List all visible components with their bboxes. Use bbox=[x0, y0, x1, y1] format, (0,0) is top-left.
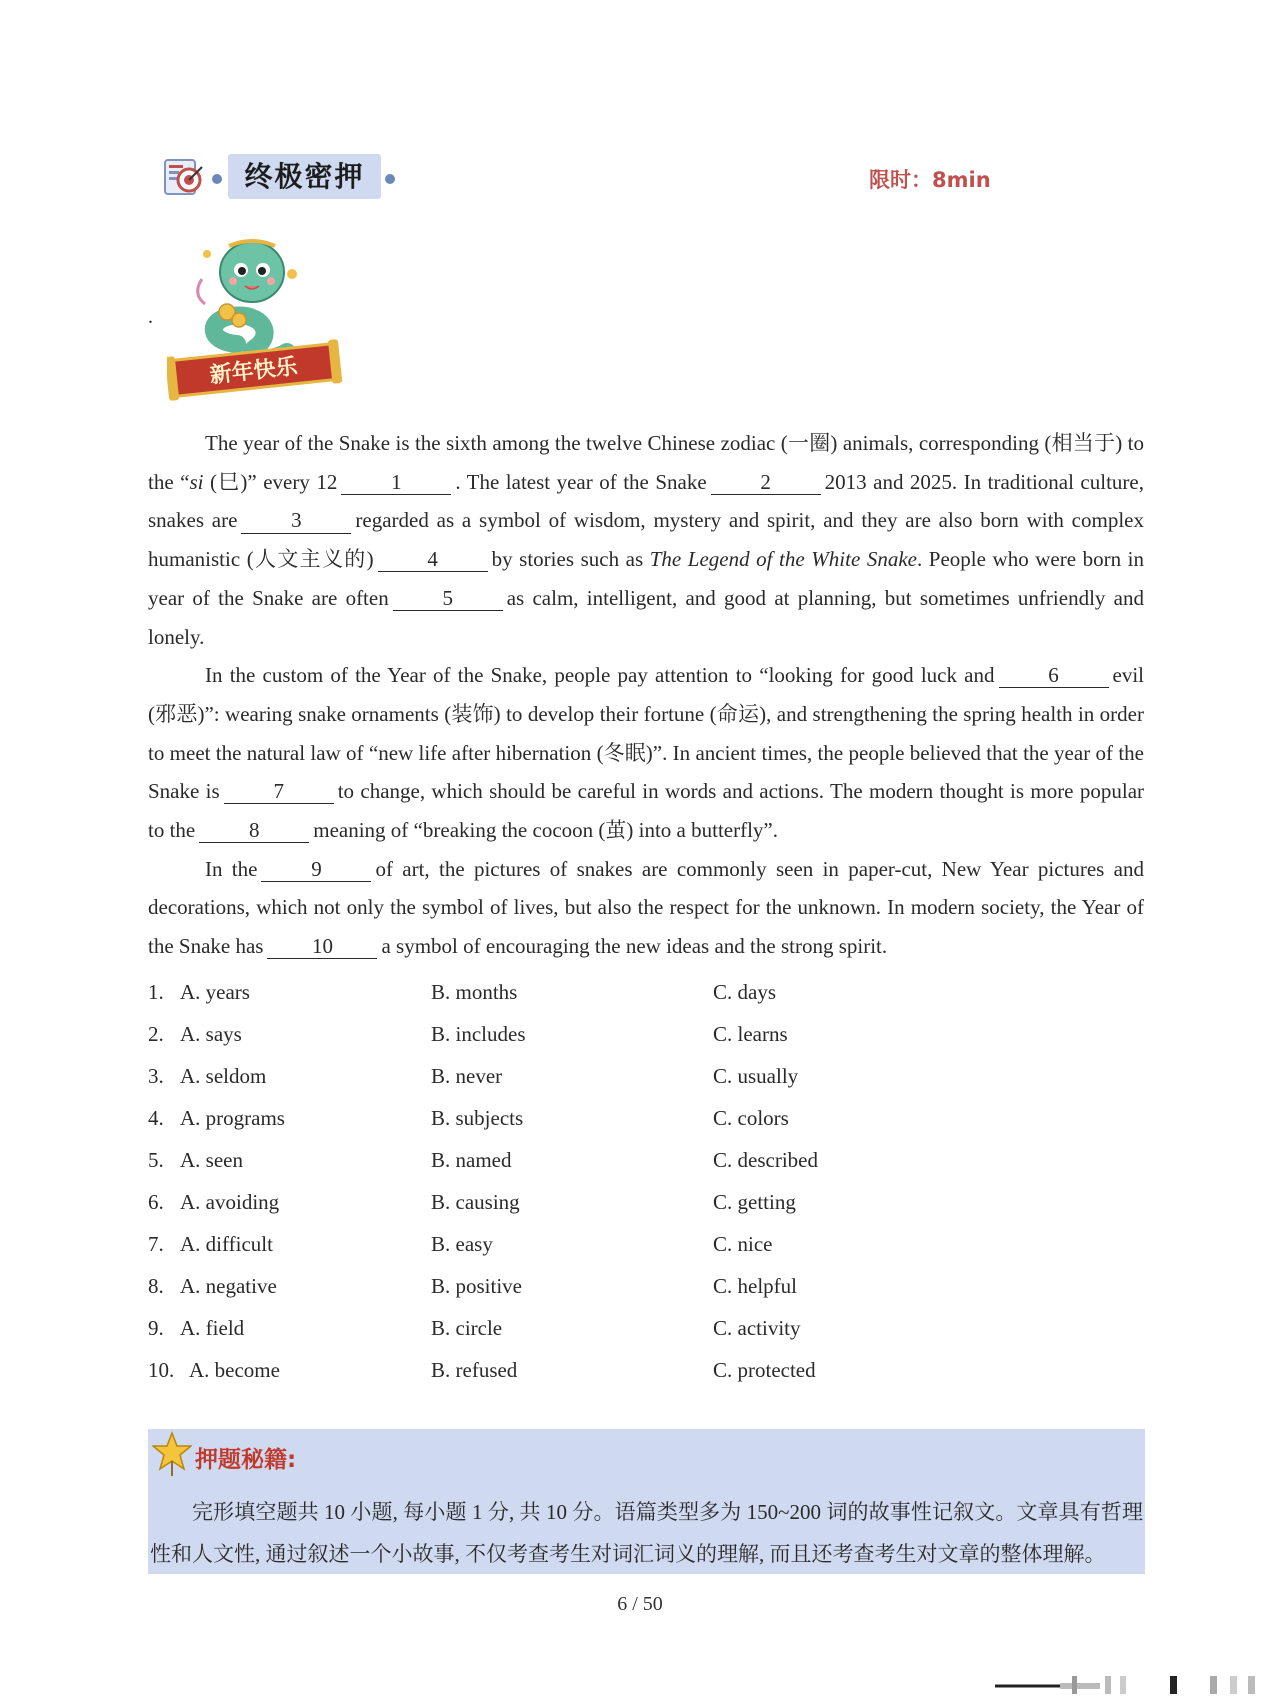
paragraph-3: In the 9 of art, the pictures of snakes are commonly seen in paper-cut, New Year pictures and decorations, which not only the symbol of lives, but also the respect for the unknown. In modern society, the Year of the Snake has 10 a symbol of encouraging the new ideas and the strong spirit. bbox=[148, 856, 1144, 959]
header-dot bbox=[212, 174, 222, 184]
scan-mark bbox=[990, 1674, 1265, 1696]
option-b: B. circle bbox=[431, 1316, 503, 1340]
cloze-passage bbox=[148, 424, 1144, 966]
question-number: 9. bbox=[148, 1316, 164, 1340]
blank-4: 4 bbox=[378, 548, 488, 572]
option-c: C. activity bbox=[713, 1316, 801, 1340]
option-b: B. causing bbox=[431, 1190, 520, 1214]
star-icon bbox=[152, 1431, 192, 1477]
blank-2: 2 bbox=[711, 471, 821, 495]
question-number: 2. bbox=[148, 1022, 164, 1046]
question-number: 10. bbox=[148, 1358, 175, 1382]
option-c: C. protected bbox=[713, 1358, 816, 1382]
blank-6: 6 bbox=[999, 664, 1109, 688]
section-banner-title: 终极密押 bbox=[228, 154, 381, 199]
option-a: A. seen bbox=[180, 1148, 243, 1172]
option-a: A. says bbox=[180, 1022, 242, 1046]
new-year-banner-text: 新年快乐 bbox=[208, 354, 299, 389]
snake-mascot bbox=[167, 224, 342, 404]
blank-9: 9 bbox=[261, 858, 371, 882]
option-c: C. nice bbox=[713, 1232, 773, 1256]
paragraph-2: In the custom of the Year of the Snake, people pay attention to “looking for good luck and 6 evil (邪恶)”: wearing snake ornaments (装饰) to develop their fortune (命运), and strengthening the spring health in order to meet the natural law of “new life after hibernation (冬眠)”. In ancient times, the people believed that the year of the Snake is 7 to change, which should be careful in words and actions. The modern thought is more popular to the 8 meaning of “breaking the cocoon (茧) into a butterfly”. bbox=[148, 663, 1145, 843]
tips-title: 押题秘籍: bbox=[195, 1447, 297, 1473]
option-c: C. learns bbox=[713, 1022, 788, 1046]
option-a: A. years bbox=[180, 980, 250, 1004]
option-b: B. subjects bbox=[431, 1106, 524, 1130]
option-b: B. easy bbox=[431, 1232, 493, 1256]
option-b: B. never bbox=[431, 1064, 503, 1088]
question-number: 7. bbox=[148, 1232, 164, 1256]
question-number: 3. bbox=[148, 1064, 164, 1088]
question-number: 8. bbox=[148, 1274, 164, 1298]
option-c: C. colors bbox=[713, 1106, 789, 1130]
option-a: A. avoiding bbox=[180, 1190, 280, 1214]
target-icon bbox=[163, 156, 205, 198]
time-limit: 限时：8min bbox=[869, 168, 991, 192]
option-a: A. become bbox=[189, 1358, 280, 1382]
blank-10: 10 bbox=[267, 935, 377, 959]
book-title: The Legend of the White Snake bbox=[649, 547, 917, 572]
question-number: 5. bbox=[148, 1148, 164, 1172]
question-number: 1. bbox=[148, 980, 164, 1004]
tips-text: 完形填空题共 10 小题, 每小题 1 分, 共 10 分。语篇类型多为 150~200 词的故事性记叙文。文章具有哲理性和人文性, 通过叙述一个小故事, 不仅考查考生对词汇词义的理解, 而且还考查考生对文章的整体理解。 bbox=[150, 1500, 1143, 1566]
option-c: C. helpful bbox=[713, 1274, 797, 1298]
option-a: A. programs bbox=[180, 1106, 285, 1130]
option-a: A. seldom bbox=[180, 1064, 267, 1088]
blank-7: 7 bbox=[224, 780, 334, 804]
option-b: B. refused bbox=[431, 1358, 518, 1382]
header-dot bbox=[385, 174, 395, 184]
option-c: C. days bbox=[713, 980, 776, 1004]
option-b: B. named bbox=[431, 1148, 512, 1172]
blank-8: 8 bbox=[199, 819, 309, 843]
option-b: B. months bbox=[431, 980, 518, 1004]
option-b: B. positive bbox=[431, 1274, 523, 1298]
option-c: C. usually bbox=[713, 1064, 799, 1088]
option-a: A. negative bbox=[180, 1274, 277, 1298]
page-number: 6 / 50 bbox=[617, 1593, 663, 1615]
stray-mark: . bbox=[148, 306, 153, 328]
option-b: B. includes bbox=[431, 1022, 526, 1046]
option-a: A. field bbox=[180, 1316, 245, 1340]
question-number: 4. bbox=[148, 1106, 164, 1130]
blank-3: 3 bbox=[241, 509, 351, 533]
option-a: A. difficult bbox=[180, 1232, 273, 1256]
paragraph-1: The year of the Snake is the sixth among the twelve Chinese zodiac (一圈) animals, corresponding (相当于) to the “si (巳)” every 12 1 . The latest year of the Snake 2 2013 and 2025. In traditional culture, snakes are 3 regarded as a symbol of wisdom, mystery and spirit, and they are also born with complex humanistic (人文主义的) 4 by stories such as The Legend of the White Snake. People who were born in year of the Snake are often 5 as calm, intelligent, and good at planning, but sometimes unfriendly and lonely. bbox=[148, 431, 1145, 649]
blank-1: 1 bbox=[341, 471, 451, 495]
question-number: 6. bbox=[148, 1190, 164, 1214]
option-c: C. getting bbox=[713, 1190, 796, 1214]
option-c: C. described bbox=[713, 1148, 818, 1172]
blank-5: 5 bbox=[393, 587, 503, 611]
